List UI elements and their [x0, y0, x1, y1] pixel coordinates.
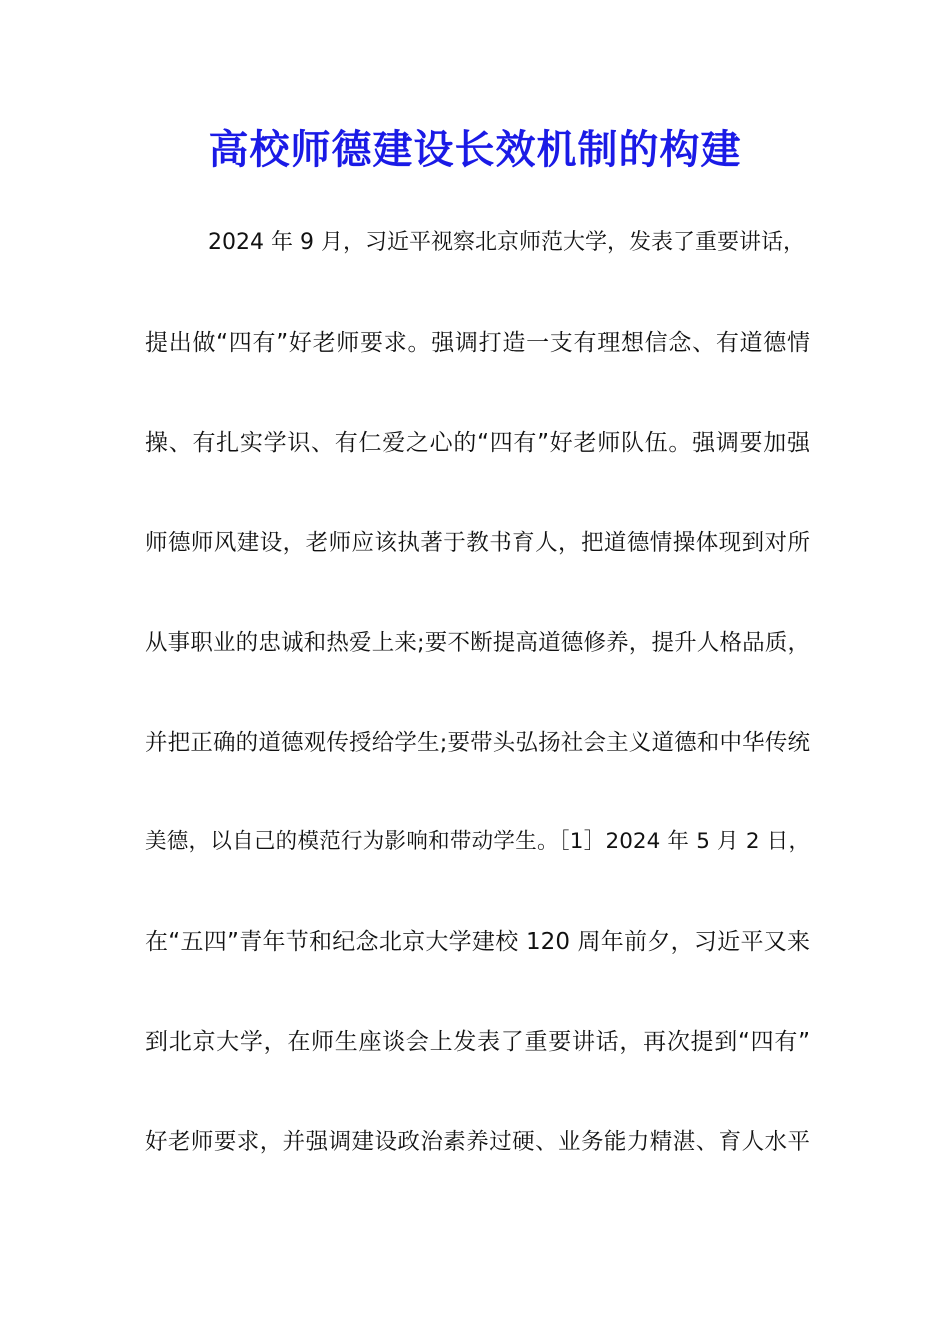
paragraph-line: 到北京大学，在师生座谈会上发表了重要讲话，再次提到“四有”	[145, 1029, 810, 1055]
paragraph-line: 操、有扎实学识、有仁爱之心的“四有”好老师队伍。强调要加强	[145, 430, 810, 456]
paragraph-line: 2024 年 9 月，习近平视察北京师范大学，发表了重要讲话，	[208, 230, 805, 255]
paragraph-line: 从事职业的忠诚和热爱上来;要不断提高道德修养，提升人格品质，	[145, 630, 810, 656]
paragraph-line: 好老师要求，并强调建设政治素养过硬、业务能力精湛、育人水平	[145, 1129, 810, 1155]
document-title: 高校师德建设长效机制的构建	[208, 126, 742, 173]
paragraph-line: 在“五四”青年节和纪念北京大学建校 120 周年前夕，习近平又来	[145, 929, 810, 955]
paragraph-line: 师德师风建设，老师应该执著于教书育人，把道德情操体现到对所	[145, 530, 810, 556]
paragraph-line: 提出做“四有”好老师要求。强调打造一支有理想信念、有道德情	[145, 330, 810, 356]
paragraph-line: 美德，以自己的模范行为影响和带动学生。［1］2024 年 5 月 2 日，	[145, 829, 810, 854]
paragraph-line: 并把正确的道德观传授给学生;要带头弘扬社会主义道德和中华传统	[145, 730, 810, 756]
